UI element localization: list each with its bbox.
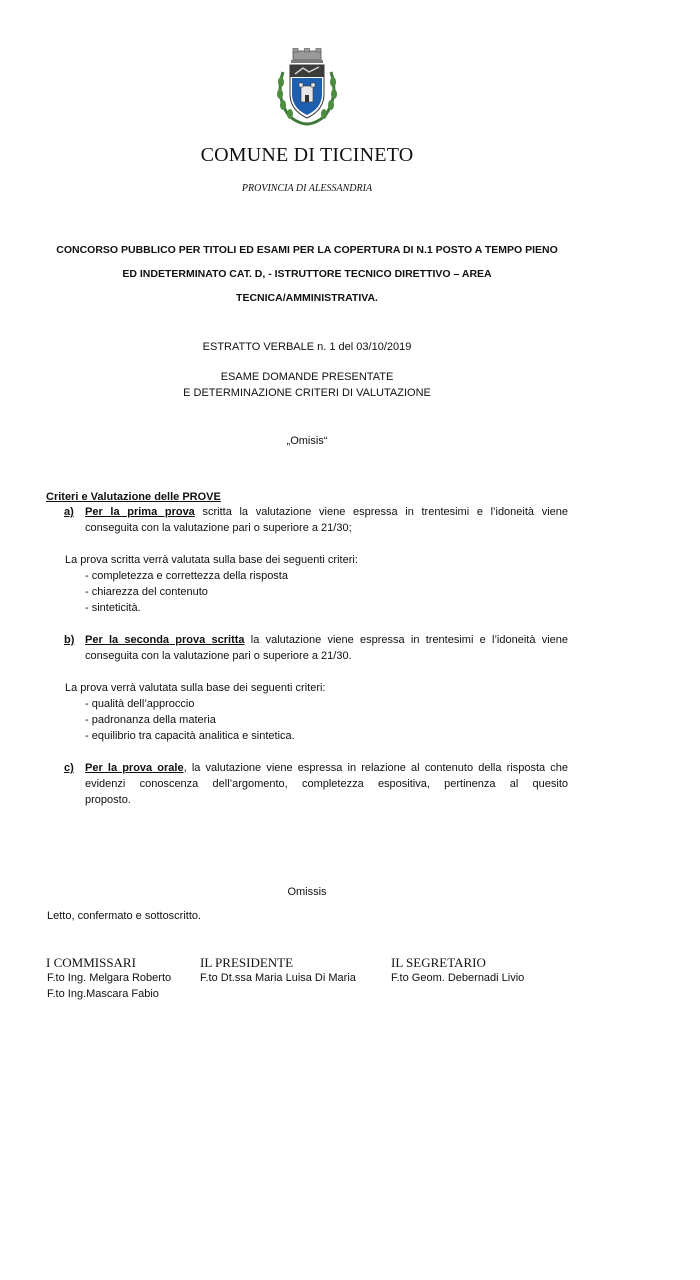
competition-heading-line-2: ED INDETERMINATO CAT. D, - ISTRUTTORE TECNICO DIRETTIVO – AREA: [122, 268, 492, 280]
commissario-1: F.to Ing. Melgara Roberto: [47, 972, 172, 984]
item-b-lead: Per la seconda prova scritta: [85, 634, 245, 646]
item-c-line-3: proposto.: [85, 794, 131, 806]
written-criterion-3: - sinteticità.: [85, 602, 141, 614]
omissis: Omissis: [287, 886, 327, 898]
item-a-lead: Per la prima prova: [85, 506, 195, 518]
item-c-letter: c): [64, 762, 74, 774]
second-criterion-1: - qualità dell’approccio: [85, 698, 195, 710]
minutes-extract: ESTRATTO VERBALE n. 1 del 03/10/2019: [202, 341, 412, 353]
competition-heading-line-1: CONCORSO PUBBLICO PER TITOLI ED ESAMI PER LA COPERTURA DI N.1 POSTO A TEMPO PIENO: [56, 244, 558, 256]
segretario-signature: F.to Geom. Debernadi Livio: [391, 972, 525, 984]
segretario-title: IL SEGRETARIO: [391, 955, 486, 970]
presidente-signature: F.to Dt.ssa Maria Luisa Di Maria: [200, 972, 356, 984]
commissari-title: I COMMISSARI: [46, 955, 136, 970]
subject-line-1: ESAME DOMANDE PRESENTATE: [220, 371, 394, 383]
item-b-line-2: conseguita con la valutazione pari o superiore a 21/30.: [85, 650, 352, 662]
omissis-quoted: „Omisis“: [286, 435, 328, 447]
read-confirmed-signed: Letto, confermato e sottoscritto.: [47, 910, 202, 922]
commissario-2: F.to Ing.Mascara Fabio: [47, 988, 159, 1000]
item-b-text: la valutazione viene espressa in trentesimi e l’idoneità viene: [244, 634, 568, 646]
item-c-lead: Per la prova orale: [85, 762, 184, 774]
presidente-title: IL PRESIDENTE: [200, 955, 294, 970]
subject-line-2: E DETERMINAZIONE CRITERI DI VALUTAZIONE: [183, 387, 431, 399]
written-criterion-1: - completezza e correttezza della risposta: [85, 570, 288, 582]
competition-heading-line-3: TECNICA/AMMINISTRATIVA.: [236, 292, 378, 304]
coat-of-arms-icon: [273, 48, 341, 128]
item-c-line-1: [85, 762, 568, 774]
item-a-line-2: conseguita con la valutazione pari o superiore a 21/30;: [85, 522, 352, 534]
second-criterion-3: - equilibrio tra capacità analitica e sintetica.: [85, 730, 295, 742]
item-a-letter: a): [64, 506, 74, 518]
written-criterion-2: - chiarezza del contenuto: [85, 586, 208, 598]
second-criteria-intro: La prova verrà valutata sulla base dei seguenti criteri:: [65, 682, 326, 694]
province-subtitle: PROVINCIA DI ALESSANDRIA: [241, 183, 373, 194]
criteria-heading: Criteri e Valutazione delle PROVE: [46, 491, 221, 503]
second-criterion-2: - padronanza della materia: [85, 714, 216, 726]
item-c-line-2: evidenzi conoscenza dell’argomento, completezza espositiva, pertinenza al quesito: [85, 778, 568, 790]
written-criteria-intro: La prova scritta verrà valutata sulla base dei seguenti criteri:: [65, 554, 358, 566]
item-b-letter: b): [64, 634, 75, 646]
item-c-text: , la valutazione viene espressa in relazione al contenuto della risposta che: [183, 762, 569, 774]
item-a-text: scritta la valutazione viene espressa in trentesimi e l’idoneità viene: [194, 506, 568, 518]
municipality-title: COMUNE DI TICINETO: [200, 144, 414, 166]
item-b-line-1: [85, 634, 568, 646]
item-a-line-1: [85, 506, 568, 518]
